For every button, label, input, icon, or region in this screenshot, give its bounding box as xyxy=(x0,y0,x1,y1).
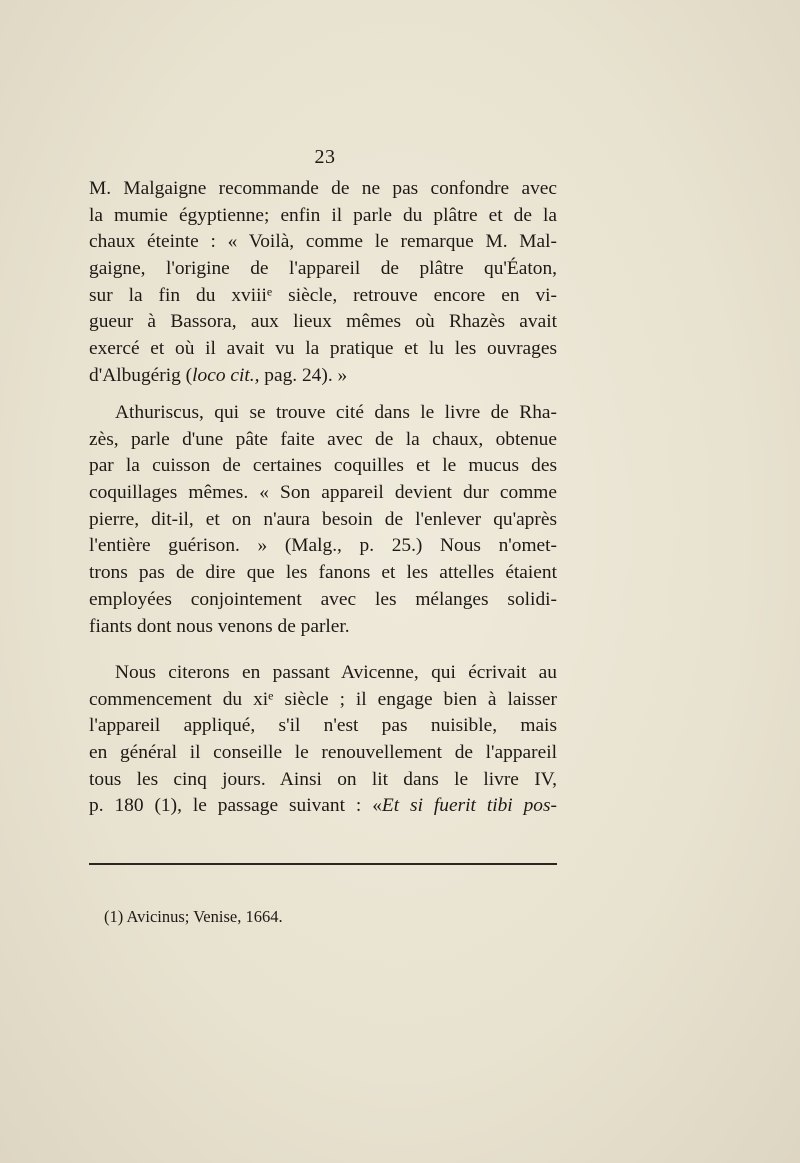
footnote: (1) Avicinus; Venise, 1664. xyxy=(104,907,283,926)
text-line: gaigne, l'origine de l'appareil de plâtre qu'Éaton, xyxy=(89,258,557,280)
text-line: exercé et où il avait vu la pratique et lu les ouvrages xyxy=(89,338,557,360)
paragraph-1 xyxy=(89,176,557,390)
text-segment: siècle, retrouve encore en vi- xyxy=(272,284,557,306)
text-line: tous les cinq jours. Ainsi on lit dans le livre IV, xyxy=(89,768,557,790)
text-segment: pag. 24). » xyxy=(259,364,348,386)
italic-quotation: Et si fuerit tibi pos- xyxy=(381,795,557,817)
text-segment: p. 180 (1), le passage suivant : « xyxy=(89,795,382,817)
text-line: zès, parle d'une pâte faite avec de la chaux, obtenue xyxy=(89,428,557,450)
text-line: trons pas de dire que les fanons et les attelles étaient xyxy=(89,562,557,584)
text-line: l'entière guérison. » (Malg., p. 25.) Nous n'omet- xyxy=(89,535,557,557)
text-line xyxy=(89,363,557,390)
text-line: Nous citerons en passant Avicenne, qui écrivait au xyxy=(115,662,557,683)
text-line: en général il conseille le renouvellement de l'appareil xyxy=(89,742,557,764)
text-line xyxy=(89,687,557,714)
text-line: par la cuisson de certaines coquilles et le mucus des xyxy=(89,455,557,477)
superscript: e xyxy=(266,284,273,299)
text-segment: sur la fin du xviii xyxy=(89,284,267,306)
text-line: M. Malgaigne recommande de ne pas confondre avec xyxy=(89,178,557,199)
page-number: 23 xyxy=(314,146,336,168)
superscript: e xyxy=(268,688,274,703)
text-segment: siècle ; il engage bien à laisser xyxy=(273,688,557,710)
text-line: chaux éteinte : « Voilà, comme le remarque M. Mal- xyxy=(89,231,557,253)
italic-citation: loco cit., xyxy=(192,364,260,386)
text-line: gueur à Bassora, aux lieux mêmes où Rhazès avait xyxy=(89,311,557,333)
text-segment: commencement du xi xyxy=(89,688,269,710)
text-line xyxy=(89,793,557,820)
text-line: fiants dont nous venons de parler. xyxy=(89,615,350,637)
paragraph-2 xyxy=(89,400,557,640)
text-line: l'appareil appliqué, s'il n'est pas nuisible, mais xyxy=(89,715,557,737)
text-segment: d'Albugérig ( xyxy=(89,364,193,386)
text-line: employées conjointement avec les mélanges solidi- xyxy=(89,588,557,610)
text-line xyxy=(89,283,557,310)
text-line: la mumie égyptienne; enfin il parle du plâtre et de la xyxy=(89,204,557,226)
text-line: pierre, dit-il, et on n'aura besoin de l'enlever qu'après xyxy=(89,508,557,530)
text-line: Athuriscus, qui se trouve cité dans le livre de Rha- xyxy=(115,402,557,423)
footnote-rule xyxy=(89,863,557,865)
paragraph-3 xyxy=(89,660,557,820)
text-line: coquillages mêmes. « Son appareil devient dur comme xyxy=(89,482,557,504)
